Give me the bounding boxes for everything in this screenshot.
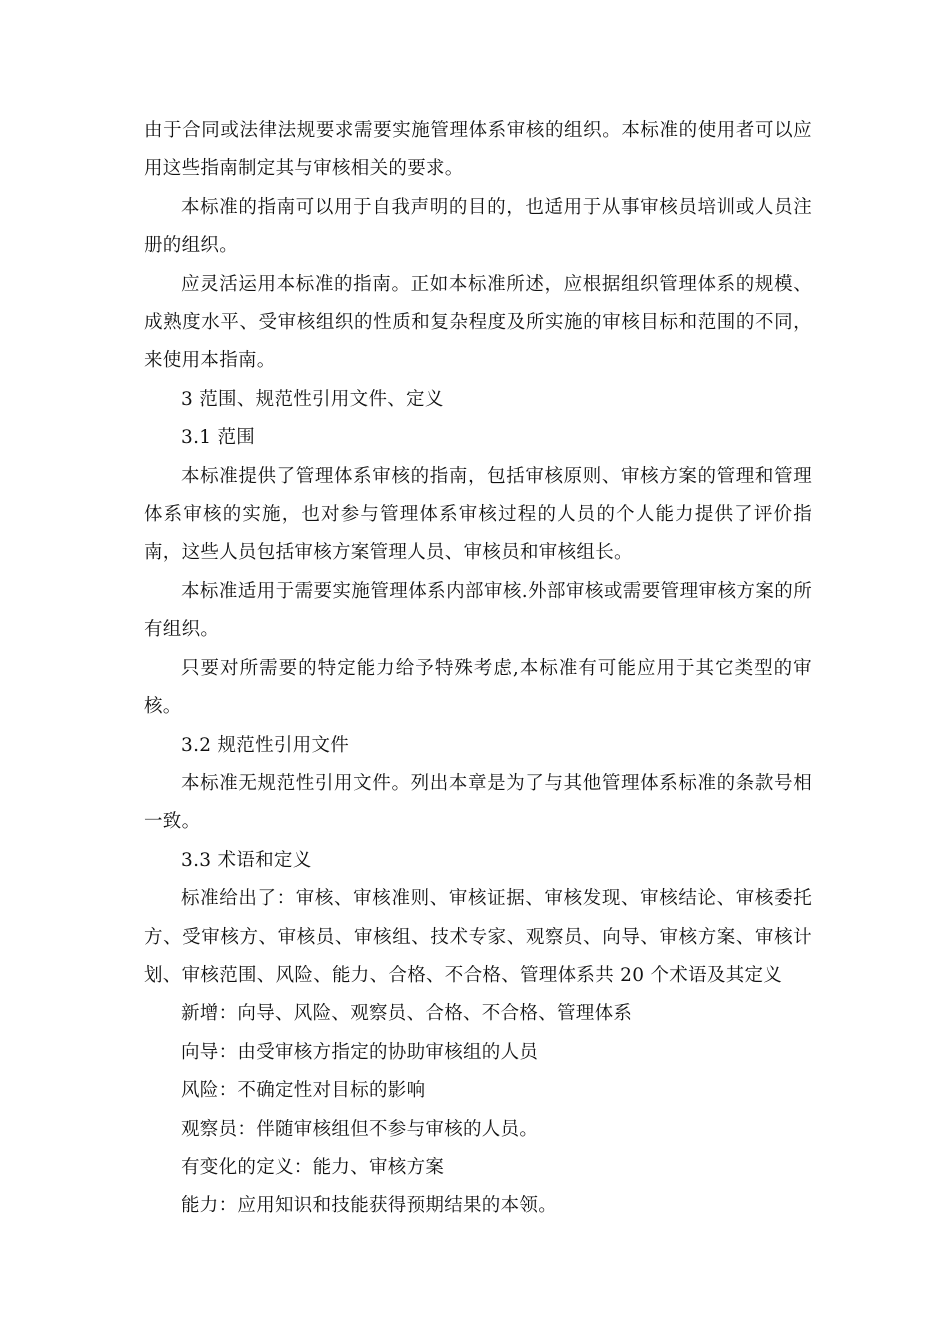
definition-guide: 向导：由受审核方指定的协助审核组的人员 <box>181 1041 539 1063</box>
definition-competence: 能力：应用知识和技能获得预期结果的本领。 <box>181 1195 558 1217</box>
paragraph: 标准给出了：审核、审核准则、审核证据、审核发现、审核结论、审核委托方、受审核方、审核员、审核组、技术专家、观察员、向导、审核方案、审核计划、审核范围、风险、能力、合格、不合格、管理体系共 20 个术语及其定义 <box>144 888 812 986</box>
paragraph: 应灵活运用本标准的指南。正如本标准所述，应根据组织管理体系的规模、成熟度水平、受审核组织的性质和复杂程度及所实施的审核目标和范围的不同，来使用本指南。 <box>144 273 812 372</box>
paragraph-continued: 由于合同或法律法规要求需要实施管理体系审核的组织。本标准的使用者可以应用这些指南制定其与审核相关的要求。 <box>144 120 812 180</box>
paragraph: 只要对所需要的特定能力给予特殊考虑,本标准有可能应用于其它类型的审核。 <box>144 657 812 718</box>
section-heading-3-2: 3.2 规范性引用文件 <box>181 734 350 756</box>
document-page <box>144 112 812 1226</box>
paragraph: 本标准提供了管理体系审核的指南，包括审核原则、审核方案的管理和管理体系审核的实施，也对参与管理体系审核过程的人员的个人能力提供了评价指南，这些人员包括审核方案管理人员、审核员和审核组长。 <box>144 465 812 564</box>
paragraph: 本标准的指南可以用于自我声明的目的，也适用于从事审核员培训或人员注册的组织。 <box>144 196 812 257</box>
section-heading-3-1: 3.1 范围 <box>181 427 256 449</box>
definition-observer: 观察员：伴随审核组但不参与审核的人员。 <box>181 1118 539 1140</box>
definition-risk: 风险：不确定性对目标的影响 <box>181 1080 426 1102</box>
paragraph: 本标准适用于需要实施管理体系内部审核.外部审核或需要管理审核方案的所有组织。 <box>144 580 812 641</box>
section-heading-3: 3 范围、规范性引用文件、定义 <box>181 388 444 410</box>
paragraph: 新增：向导、风险、观察员、合格、不合格、管理体系 <box>181 1003 633 1025</box>
section-heading-3-3: 3.3 术语和定义 <box>181 849 312 871</box>
paragraph: 本标准无规范性引用文件。列出本章是为了与其他管理体系标准的条款号相一致。 <box>144 772 812 833</box>
paragraph: 有变化的定义：能力、审核方案 <box>181 1156 445 1178</box>
